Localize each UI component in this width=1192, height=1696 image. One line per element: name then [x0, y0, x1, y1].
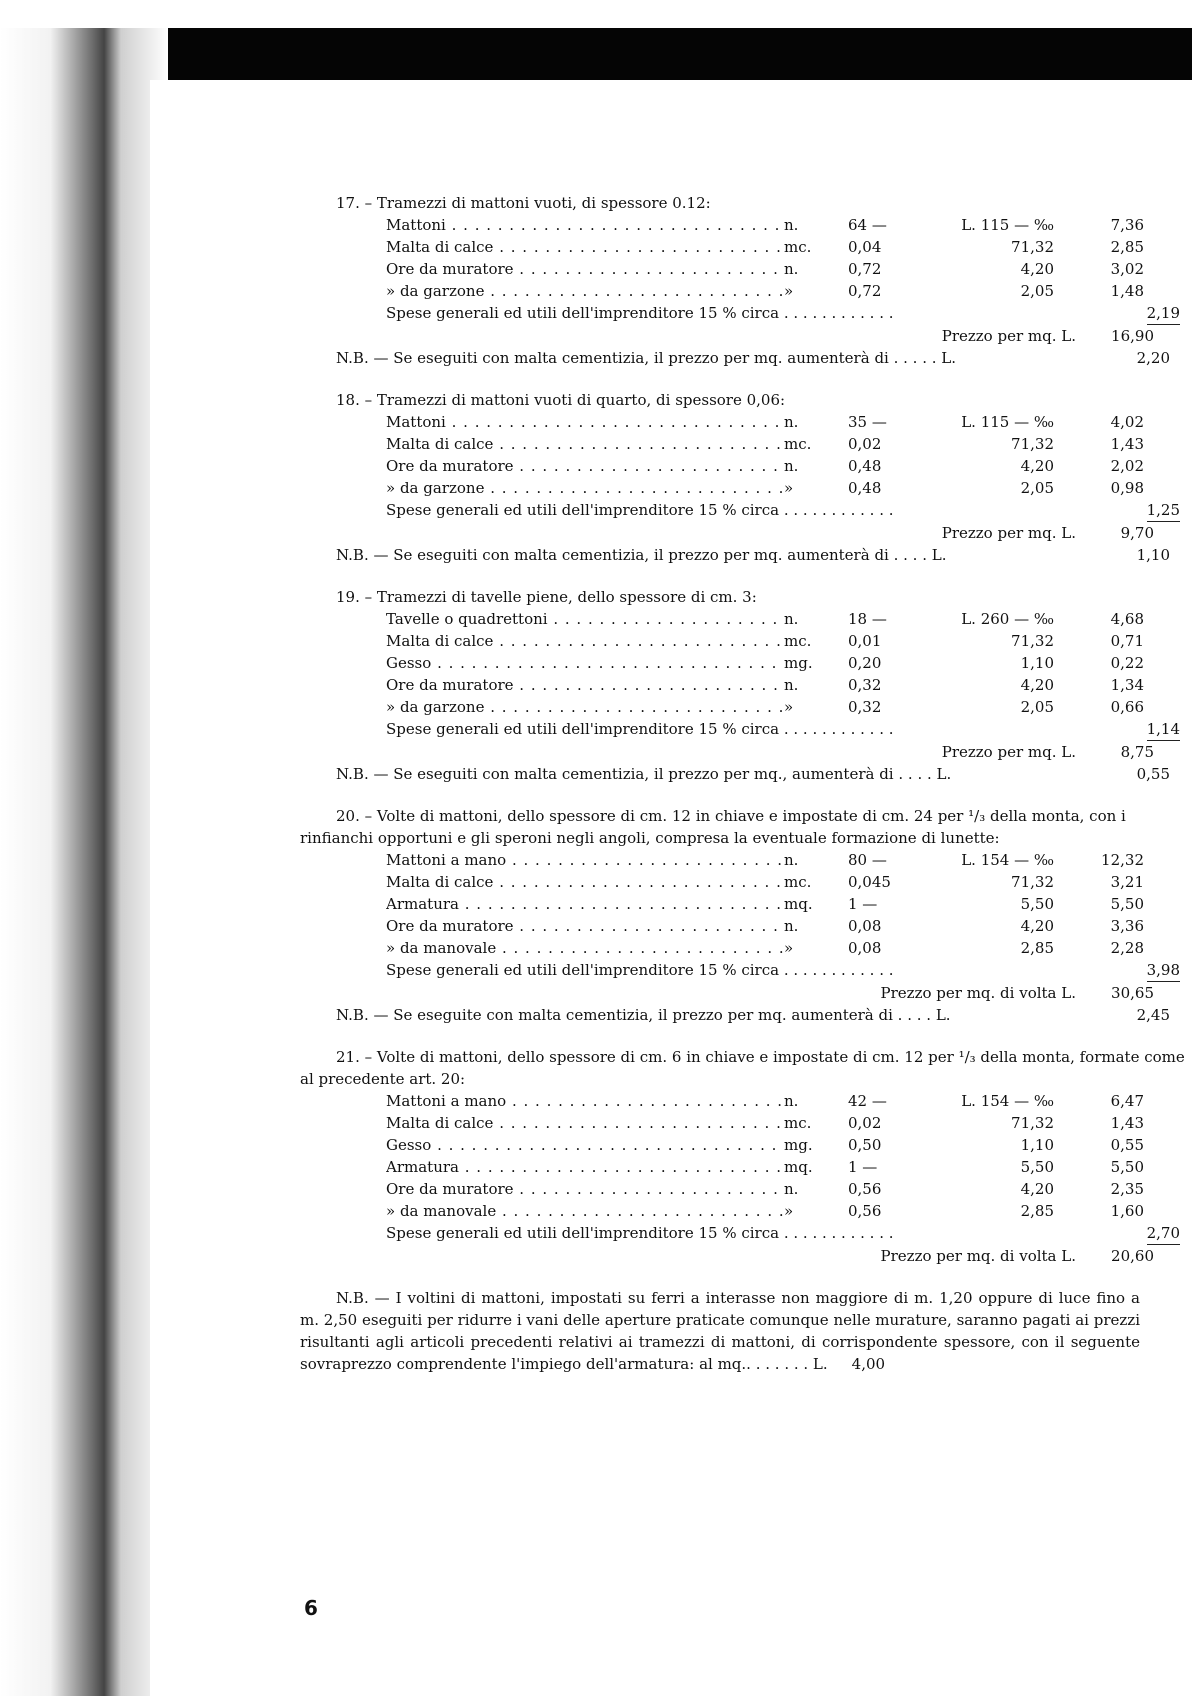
- item-quantity: 0,02: [848, 435, 882, 453]
- article-title: 21. – Volte di mattoni, dello spessore di cm. 6 in chiave e impostate di cm. 12 per ¹/₃ della monta, formate come al precedente art. 20:: [300, 1048, 1185, 1088]
- item-unit-price: L. 260 — ‰: [961, 610, 1054, 628]
- item-unit-price: 2,05: [1020, 698, 1054, 716]
- item-quantity: 35 —: [848, 413, 887, 431]
- item-amount: 6,47: [1110, 1092, 1144, 1110]
- overhead-amount: 3,98: [1147, 959, 1180, 982]
- item-amount: 0,55: [1110, 1136, 1144, 1154]
- final-nota-bene: [300, 1287, 1190, 1375]
- cost-row: [300, 236, 1190, 258]
- overhead-amount: 1,14: [1147, 718, 1180, 741]
- total-amount: 8,75: [1120, 743, 1154, 761]
- overhead-row: [300, 499, 1190, 522]
- item-amount: 0,71: [1110, 632, 1144, 650]
- item-label: Malta di calce . . .: [386, 236, 784, 258]
- total-amount: 20,60: [1111, 1247, 1154, 1265]
- item-unit: mc.: [784, 632, 812, 650]
- item-unit-price: 5,50: [1020, 1158, 1054, 1176]
- item-unit: n.: [784, 851, 799, 869]
- item-quantity: 0,56: [848, 1202, 882, 1220]
- cost-row: [300, 1178, 1190, 1200]
- overhead-label: Spese generali ed utili dell'imprenditore 15 % circa . . . . . . . . . . . .: [386, 304, 894, 322]
- item-unit: mg.: [784, 654, 813, 672]
- cost-row: [300, 893, 1190, 915]
- cost-row: [300, 652, 1190, 674]
- total-row: [300, 982, 1190, 1004]
- item-unit: n.: [784, 216, 799, 234]
- cost-row: [300, 1112, 1190, 1134]
- cost-row: [300, 258, 1190, 280]
- cost-row: [300, 630, 1190, 652]
- cost-row: [300, 1090, 1190, 1112]
- item-unit: mc.: [784, 873, 812, 891]
- article-17: [300, 192, 1190, 369]
- item-unit-price: 1,10: [1020, 1136, 1054, 1154]
- cost-row: [300, 411, 1190, 433]
- item-unit-price: 4,20: [1020, 1180, 1054, 1198]
- item-label: Armatura . . .: [386, 1156, 784, 1178]
- item-unit: »: [784, 282, 794, 300]
- item-amount: 1,34: [1110, 676, 1144, 694]
- item-unit: mg.: [784, 1136, 813, 1154]
- item-amount: 5,50: [1110, 1158, 1144, 1176]
- item-label: Ore da muratore . . .: [386, 258, 784, 280]
- item-label: Mattoni a mano . . .: [386, 849, 784, 871]
- item-unit: mc.: [784, 435, 812, 453]
- cost-row: [300, 1134, 1190, 1156]
- cost-row: [300, 915, 1190, 937]
- item-label: Ore da muratore . . .: [386, 915, 784, 937]
- item-amount: 4,68: [1110, 610, 1144, 628]
- cost-row: [300, 214, 1190, 236]
- item-unit-price: L. 115 — ‰: [961, 216, 1054, 234]
- item-unit: n.: [784, 676, 799, 694]
- article-18: [300, 389, 1190, 566]
- item-amount: 2,28: [1110, 939, 1144, 957]
- total-label: Prezzo per mq. L.: [941, 524, 1076, 542]
- nota-bene-amount: 2,45: [1136, 1006, 1170, 1024]
- item-unit: mq.: [784, 1158, 813, 1176]
- item-unit-price: 5,50: [1020, 895, 1054, 913]
- item-unit: n.: [784, 610, 799, 628]
- item-unit: »: [784, 1202, 794, 1220]
- item-quantity: 0,02: [848, 1114, 882, 1132]
- item-quantity: 0,32: [848, 676, 882, 694]
- item-unit: »: [784, 479, 794, 497]
- total-row: [300, 325, 1190, 347]
- nota-bene-amount: 1,10: [1136, 546, 1170, 564]
- item-unit: n.: [784, 260, 799, 278]
- item-label: » da garzone . . .: [386, 696, 784, 718]
- article-21: [300, 1046, 1190, 1267]
- item-unit-price: 1,10: [1020, 654, 1054, 672]
- article-19: [300, 586, 1190, 785]
- item-label: » da garzone . . .: [386, 477, 784, 499]
- item-quantity: 0,56: [848, 1180, 882, 1198]
- item-quantity: 0,48: [848, 479, 882, 497]
- cost-row: [300, 280, 1190, 302]
- total-label: Prezzo per mq. L.: [941, 327, 1076, 345]
- scan-black-corner: [1060, 28, 1192, 88]
- item-quantity: 0,08: [848, 917, 882, 935]
- item-unit: n.: [784, 413, 799, 431]
- overhead-label: Spese generali ed utili dell'imprenditore 15 % circa . . . . . . . . . . . .: [386, 1224, 894, 1242]
- overhead-row: [300, 959, 1190, 982]
- item-label: Tavelle o quadrettoni . . .: [386, 608, 784, 630]
- item-unit-price: 71,32: [1011, 1114, 1054, 1132]
- item-unit-price: 4,20: [1020, 676, 1054, 694]
- nota-bene-text: N.B. — Se eseguiti con malta cementizia, il prezzo per mq. aumenterà di . . . . . L.: [336, 349, 957, 367]
- item-quantity: 0,01: [848, 632, 882, 650]
- item-label: Ore da muratore . . .: [386, 1178, 784, 1200]
- total-row: [300, 741, 1190, 763]
- item-quantity: 0,32: [848, 698, 882, 716]
- article-title: 18. – Tramezzi di mattoni vuoti di quarto, di spessore 0,06:: [336, 391, 786, 409]
- item-label: » da manovale . . .: [386, 937, 784, 959]
- article-title: 20. – Volte di mattoni, dello spessore di cm. 12 in chiave e impostate di cm. 24 per ¹/₃ della monta, con i rinfianchi opportuni e gli speroni negli angoli, compresa la eventuale formazione di lunette:: [300, 807, 1126, 847]
- item-amount: 1,43: [1110, 1114, 1144, 1132]
- item-amount: 7,36: [1110, 216, 1144, 234]
- overhead-row: [300, 1222, 1190, 1245]
- overhead-row: [300, 718, 1190, 741]
- overhead-amount: 1,25: [1147, 499, 1180, 522]
- item-quantity: 1 —: [848, 895, 878, 913]
- overhead-label: Spese generali ed utili dell'imprenditore 15 % circa . . . . . . . . . . . .: [386, 501, 894, 519]
- item-unit: n.: [784, 1092, 799, 1110]
- total-row: [300, 522, 1190, 544]
- item-quantity: 18 —: [848, 610, 887, 628]
- item-label: Ore da muratore . . .: [386, 674, 784, 696]
- item-label: Ore da muratore . . .: [386, 455, 784, 477]
- item-unit-price: 71,32: [1011, 632, 1054, 650]
- scan-margin-top: [0, 0, 1192, 28]
- item-unit: »: [784, 939, 794, 957]
- cost-row: [300, 696, 1190, 718]
- item-label: Malta di calce . . .: [386, 433, 784, 455]
- cost-row: [300, 433, 1190, 455]
- item-label: Armatura . . .: [386, 893, 784, 915]
- item-unit: n.: [784, 1180, 799, 1198]
- item-amount: 2,02: [1110, 457, 1144, 475]
- overhead-amount: 2,19: [1147, 302, 1180, 325]
- nota-bene-text: N.B. — Se eseguite con malta cementizia, il prezzo per mq. aumenterà di . . . . L.: [336, 1006, 951, 1024]
- cost-row: [300, 608, 1190, 630]
- cost-row: [300, 871, 1190, 893]
- item-label: Gesso . . .: [386, 1134, 784, 1156]
- item-quantity: 0,48: [848, 457, 882, 475]
- item-amount: 1,48: [1110, 282, 1144, 300]
- item-quantity: 64 —: [848, 216, 887, 234]
- item-label: Malta di calce . . .: [386, 1112, 784, 1134]
- item-amount: 0,22: [1110, 654, 1144, 672]
- item-amount: 5,50: [1110, 895, 1144, 913]
- item-unit-price: 4,20: [1020, 457, 1054, 475]
- item-unit: mc.: [784, 238, 812, 256]
- item-label: Gesso . . .: [386, 652, 784, 674]
- nota-bene-text: N.B. — Se eseguiti con malta cementizia, il prezzo per mq., aumenterà di . . . . L.: [336, 765, 952, 783]
- item-unit-price: 2,85: [1020, 939, 1054, 957]
- item-quantity: 0,50: [848, 1136, 882, 1154]
- page-number: 6: [304, 1596, 318, 1620]
- item-unit-price: 2,05: [1020, 282, 1054, 300]
- cost-row: [300, 674, 1190, 696]
- item-unit: n.: [784, 917, 799, 935]
- item-unit-price: L. 154 — ‰: [961, 851, 1054, 869]
- item-label: Mattoni a mano . . .: [386, 1090, 784, 1112]
- total-amount: 30,65: [1111, 984, 1154, 1002]
- item-unit-price: 4,20: [1020, 260, 1054, 278]
- item-amount: 0,98: [1110, 479, 1144, 497]
- item-quantity: 0,08: [848, 939, 882, 957]
- final-nota-bene-text: N.B. — I voltini di mattoni, impostati su ferri a interasse non maggiore di m. 1,20 oppure di luce fino a m. 2,50 eseguiti per ridurre i vani delle aperture praticate comunque nelle murature, saranno pagati ai prezzi risultanti agli articoli precedenti relativi ai tramezzi di mattoni, di corrispondente spessore, con il seguente sovraprezzo comprendente l'impiego dell'armatura: al mq.. . . . . . . L.: [300, 1289, 1140, 1373]
- total-label: Prezzo per mq. di volta L.: [880, 984, 1076, 1002]
- total-label: Prezzo per mq. di volta L.: [880, 1247, 1076, 1265]
- item-unit: mq.: [784, 895, 813, 913]
- item-amount: 3,36: [1110, 917, 1144, 935]
- item-amount: 3,02: [1110, 260, 1144, 278]
- item-amount: 3,21: [1110, 873, 1144, 891]
- item-label: » da garzone . . .: [386, 280, 784, 302]
- overhead-label: Spese generali ed utili dell'imprenditore 15 % circa . . . . . . . . . . . .: [386, 961, 894, 979]
- item-unit: »: [784, 698, 794, 716]
- scan-black-band: [60, 28, 1070, 80]
- cost-row: [300, 849, 1190, 871]
- total-amount: 16,90: [1111, 327, 1154, 345]
- item-quantity: 0,72: [848, 282, 882, 300]
- item-amount: 1,60: [1110, 1202, 1144, 1220]
- item-quantity: 0,72: [848, 260, 882, 278]
- item-unit-price: 2,05: [1020, 479, 1054, 497]
- item-unit-price: 71,32: [1011, 873, 1054, 891]
- nota-bene-amount: 2,20: [1136, 349, 1170, 367]
- item-quantity: 0,04: [848, 238, 882, 256]
- overhead-amount: 2,70: [1147, 1222, 1180, 1245]
- cost-row: [300, 1156, 1190, 1178]
- final-nota-bene-amount: 4,00: [851, 1355, 886, 1373]
- item-unit-price: 71,32: [1011, 238, 1054, 256]
- total-label: Prezzo per mq. L.: [941, 743, 1076, 761]
- item-quantity: 42 —: [848, 1092, 887, 1110]
- article-title: 19. – Tramezzi di tavelle piene, dello spessore di cm. 3:: [336, 588, 757, 606]
- item-amount: 12,32: [1101, 851, 1144, 869]
- item-amount: 2,35: [1110, 1180, 1144, 1198]
- item-unit-price: 4,20: [1020, 917, 1054, 935]
- cost-row: [300, 477, 1190, 499]
- item-label: Mattoni . . .: [386, 411, 784, 433]
- item-amount: 2,85: [1110, 238, 1144, 256]
- item-label: Malta di calce . . .: [386, 871, 784, 893]
- nota-bene-amount: 0,55: [1136, 765, 1170, 783]
- item-quantity: 0,045: [848, 873, 891, 891]
- item-unit-price: L. 154 — ‰: [961, 1092, 1054, 1110]
- item-quantity: 1 —: [848, 1158, 878, 1176]
- item-unit: n.: [784, 457, 799, 475]
- item-label: Malta di calce . . .: [386, 630, 784, 652]
- nota-bene-row: [300, 544, 1190, 566]
- nota-bene-text: N.B. — Se eseguiti con malta cementizia, il prezzo per mq. aumenterà di . . . . L.: [336, 546, 947, 564]
- item-unit-price: 71,32: [1011, 435, 1054, 453]
- page-content: [300, 192, 1190, 1375]
- item-amount: 0,66: [1110, 698, 1144, 716]
- item-quantity: 80 —: [848, 851, 887, 869]
- nota-bene-row: [300, 1004, 1190, 1026]
- overhead-row: [300, 302, 1190, 325]
- item-label: Mattoni . . .: [386, 214, 784, 236]
- total-row: [300, 1245, 1190, 1267]
- item-unit: mc.: [784, 1114, 812, 1132]
- book-spine-edge: [0, 28, 168, 1696]
- item-unit-price: L. 115 — ‰: [961, 413, 1054, 431]
- article-title: 17. – Tramezzi di mattoni vuoti, di spessore 0.12:: [336, 194, 711, 212]
- item-amount: 4,02: [1110, 413, 1144, 431]
- cost-row: [300, 937, 1190, 959]
- item-unit-price: 2,85: [1020, 1202, 1054, 1220]
- item-amount: 1,43: [1110, 435, 1144, 453]
- item-quantity: 0,20: [848, 654, 882, 672]
- nota-bene-row: [300, 347, 1190, 369]
- item-label: » da manovale . . .: [386, 1200, 784, 1222]
- cost-row: [300, 455, 1190, 477]
- total-amount: 9,70: [1120, 524, 1154, 542]
- cost-row: [300, 1200, 1190, 1222]
- overhead-label: Spese generali ed utili dell'imprenditore 15 % circa . . . . . . . . . . . .: [386, 720, 894, 738]
- nota-bene-row: [300, 763, 1190, 785]
- article-20: [300, 805, 1190, 1026]
